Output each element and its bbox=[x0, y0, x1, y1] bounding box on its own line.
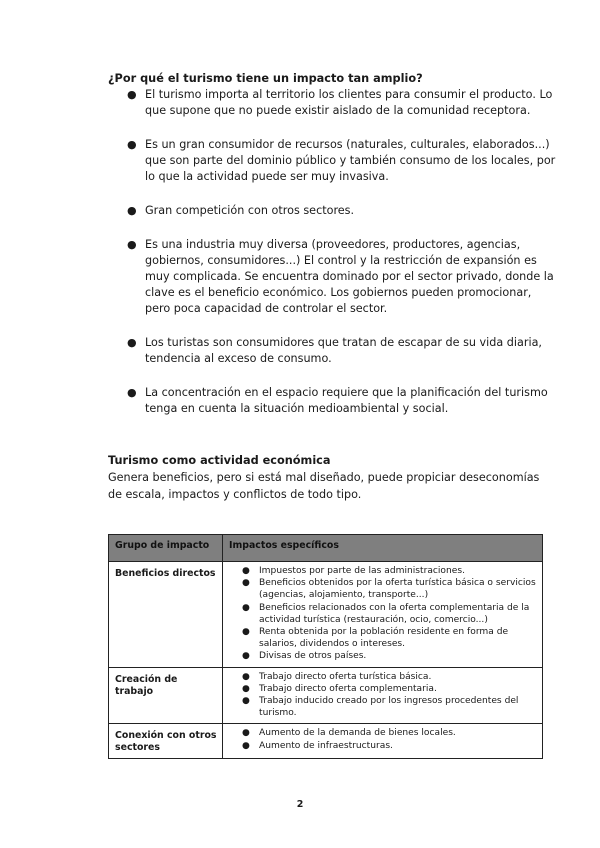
list-item-text: La concentración en el espacio requiere que la planificación del turismo tenga en cuenta la situación medioambiental y social. bbox=[145, 386, 548, 415]
impact-table bbox=[108, 534, 543, 759]
list-item-text: Trabajo directo oferta turística básica. bbox=[259, 671, 432, 682]
section-title-impact: ¿Por qué el turismo tiene un impacto tan amplio? bbox=[108, 72, 423, 85]
section-title-economic-activity: Turismo como actividad económica bbox=[108, 454, 331, 467]
bullet-icon: ● bbox=[242, 740, 250, 751]
bullet-icon: ● bbox=[242, 627, 250, 638]
list-item bbox=[229, 695, 537, 719]
economic-activity-text: Genera beneficios, pero si está mal diseñado, puede propiciar deseconomías de escala, impactos y conflictos de todo tipo. bbox=[108, 471, 540, 501]
bullet-icon: ● bbox=[242, 683, 250, 694]
bullet-icon: ● bbox=[127, 238, 137, 251]
bullet-icon: ● bbox=[127, 336, 137, 349]
list-item-text: Es una industria muy diversa (proveedores, productores, agencias, gobiernos, consumidores...) El control y la restricción de expansión es muy complicada. Se encuentra dominado por el sector privado, donde la clave es el beneficio económico. Los gobiernos pueden promocionar, pero poca capacidad de controlar el sector. bbox=[145, 238, 554, 315]
bullet-icon: ● bbox=[242, 728, 250, 739]
column-header-impacts: Impactos específicos bbox=[223, 535, 543, 562]
list-item bbox=[229, 727, 537, 739]
list-item bbox=[229, 671, 537, 683]
list-item bbox=[108, 237, 558, 317]
bullet-icon: ● bbox=[242, 671, 250, 682]
impact-details-cell bbox=[223, 724, 543, 759]
table-row bbox=[109, 724, 543, 759]
impact-reasons-list bbox=[108, 87, 558, 435]
impact-details-list bbox=[229, 671, 537, 720]
list-item bbox=[108, 385, 558, 417]
list-item-text: Los turistas son consumidores que tratan de escapar de su vida diaria, tendencia al exceso de consumo. bbox=[145, 336, 542, 365]
bullet-icon: ● bbox=[242, 651, 250, 662]
list-item bbox=[229, 740, 537, 752]
list-item-text: Renta obtenida por la población residente en forma de salarios, dividendos o intereses. bbox=[259, 627, 509, 650]
impact-details-cell bbox=[223, 562, 543, 668]
list-item bbox=[108, 87, 558, 119]
table-row bbox=[109, 562, 543, 668]
impact-details-list bbox=[229, 565, 537, 663]
list-item-text: El turismo importa al territorio los clientes para consumir el producto. Lo que supone que no puede existir aislado de la comunidad receptora. bbox=[145, 88, 553, 117]
list-item-text: Trabajo inducido creado por los ingresos procedentes del turismo. bbox=[259, 696, 519, 719]
list-item bbox=[229, 650, 537, 662]
bullet-icon: ● bbox=[127, 138, 137, 151]
bullet-icon: ● bbox=[242, 696, 250, 707]
bullet-icon: ● bbox=[127, 204, 137, 217]
list-item bbox=[108, 203, 558, 219]
list-item-text: Beneficios obtenidos por la oferta turística básica o servicios (agencias, alojamiento, transporte...) bbox=[259, 578, 536, 601]
impact-group-cell: Conexión con otros sectores bbox=[109, 724, 223, 759]
list-item-text: Es un gran consumidor de recursos (naturales, culturales, elaborados...) que son parte del dominio público y también consumo de los locales, por lo que la actividad puede ser muy invasiva. bbox=[145, 138, 556, 183]
list-item bbox=[229, 565, 537, 577]
bullet-icon: ● bbox=[242, 602, 250, 613]
list-item-text: Trabajo directo oferta complementaria. bbox=[259, 683, 437, 694]
bullet-icon: ● bbox=[127, 88, 137, 101]
column-header-group: Grupo de impacto bbox=[109, 535, 223, 562]
impact-details-cell bbox=[223, 667, 543, 724]
list-item bbox=[229, 602, 537, 626]
list-item-text: Aumento de la demanda de bienes locales. bbox=[259, 728, 456, 739]
list-item bbox=[108, 137, 558, 185]
page-number: 2 bbox=[296, 799, 304, 810]
table-header-row bbox=[109, 535, 543, 562]
bullet-icon: ● bbox=[127, 386, 137, 399]
list-item bbox=[229, 683, 537, 695]
bullet-icon: ● bbox=[242, 566, 250, 576]
impact-details-list bbox=[229, 727, 537, 751]
impact-group-cell: Creación de trabajo bbox=[109, 667, 223, 724]
list-item-text: Beneficios relacionados con la oferta complementaria de la actividad turística (restauración, ocio, comercio...) bbox=[259, 602, 530, 625]
list-item bbox=[229, 577, 537, 601]
list-item bbox=[229, 626, 537, 650]
table-row bbox=[109, 667, 543, 724]
list-item-text: Divisas de otros países. bbox=[259, 651, 367, 662]
bullet-icon: ● bbox=[242, 578, 250, 589]
list-item-text: Aumento de infraestructuras. bbox=[259, 740, 393, 751]
impact-group-cell: Beneficios directos bbox=[109, 562, 223, 668]
list-item-text: Impuestos por parte de las administraciones. bbox=[259, 566, 465, 576]
list-item-text: Gran competición con otros sectores. bbox=[145, 204, 355, 217]
list-item bbox=[108, 335, 558, 367]
